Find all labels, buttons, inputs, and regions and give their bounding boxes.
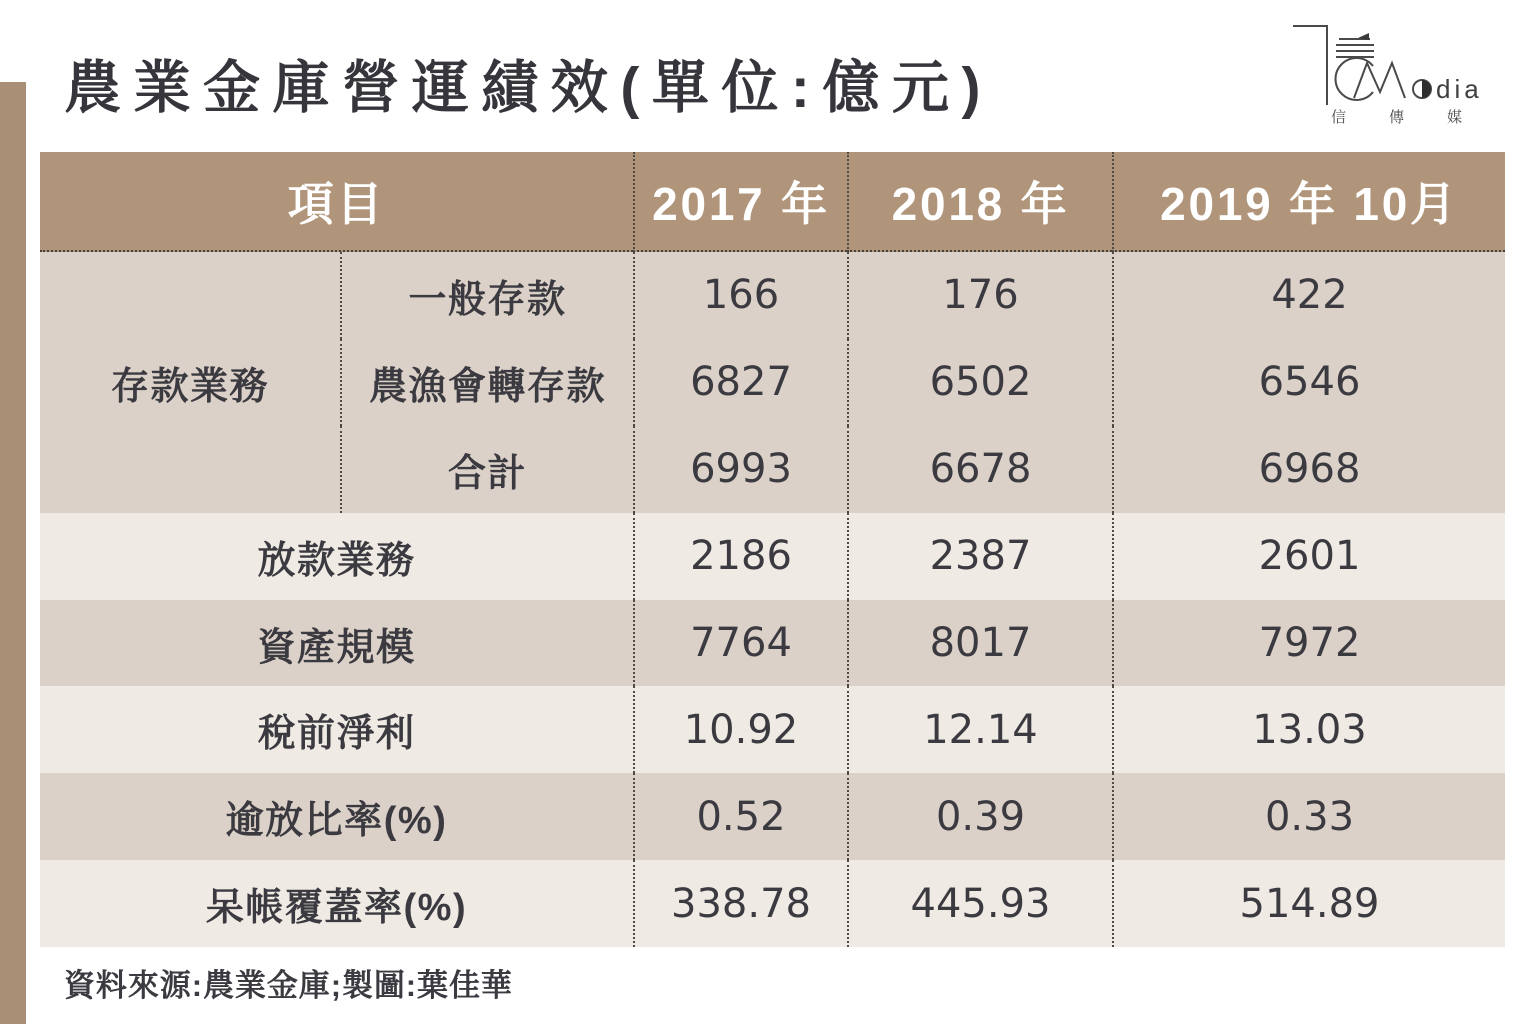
cmedia-logo-icon bbox=[1290, 14, 1510, 128]
logo-cjk-name: 信傳媒 bbox=[1331, 109, 1506, 126]
cell-value: 6502 bbox=[847, 339, 1112, 426]
cell-value: 6546 bbox=[1112, 339, 1505, 426]
header-year-2018: 2018 年 bbox=[847, 152, 1112, 252]
cell-value: 12.14 bbox=[847, 686, 1112, 773]
logo-letter-m bbox=[1354, 63, 1405, 98]
cell-value: 514.89 bbox=[1112, 860, 1505, 947]
cell-value: 2387 bbox=[847, 513, 1112, 600]
cell-value: 0.52 bbox=[633, 773, 847, 860]
header-year-2017: 2017 年 bbox=[633, 152, 847, 252]
page-title: 農業金庫營運績效(單位:億元) bbox=[64, 56, 994, 120]
header-year-2019: 2019 年 10月 bbox=[1112, 152, 1505, 252]
row-label-coverage-ratio: 呆帳覆蓋率(%) bbox=[40, 860, 633, 947]
cell-value: 6827 bbox=[633, 339, 847, 426]
logo-bracket-shape bbox=[1293, 26, 1327, 105]
cell-value: 445.93 bbox=[847, 860, 1112, 947]
cell-value: 13.03 bbox=[1112, 686, 1505, 773]
cell-value: 166 bbox=[633, 252, 847, 339]
cell-value: 2601 bbox=[1112, 513, 1505, 600]
cell-value: 0.39 bbox=[847, 773, 1112, 860]
cmedia-logo bbox=[1290, 14, 1510, 128]
cell-value: 6993 bbox=[633, 426, 847, 513]
cell-value: 338.78 bbox=[633, 860, 847, 947]
row-label-redeposits: 農漁會轉存款 bbox=[340, 339, 633, 426]
row-label-assets: 資產規模 bbox=[40, 600, 633, 687]
cell-value: 6678 bbox=[847, 426, 1112, 513]
header-item: 項目 bbox=[40, 152, 633, 252]
cell-value: 176 bbox=[847, 252, 1112, 339]
row-label-pretax-profit: 稅前淨利 bbox=[40, 686, 633, 773]
row-label-subtotal: 合計 bbox=[340, 426, 633, 513]
cell-value: 2186 bbox=[633, 513, 847, 600]
left-accent-bar bbox=[0, 82, 26, 1024]
cell-value: 422 bbox=[1112, 252, 1505, 339]
cell-value: 10.92 bbox=[633, 686, 847, 773]
row-label-general-deposits: 一般存款 bbox=[340, 252, 633, 339]
cell-value: 7972 bbox=[1112, 600, 1505, 687]
row-label-npl-ratio: 逾放比率(%) bbox=[40, 773, 633, 860]
cell-value: 6968 bbox=[1112, 426, 1505, 513]
row-label-loans: 放款業務 bbox=[40, 513, 633, 600]
group-label-deposits: 存款業務 bbox=[40, 252, 340, 513]
cell-value: 7764 bbox=[633, 600, 847, 687]
cell-value: 8017 bbox=[847, 600, 1112, 687]
source-note: 資料來源:農業金庫;製圖:葉佳華 bbox=[64, 968, 513, 1003]
logo-latin-suffix: dia bbox=[1436, 74, 1483, 104]
cell-value: 0.33 bbox=[1112, 773, 1505, 860]
performance-table bbox=[40, 152, 1505, 947]
